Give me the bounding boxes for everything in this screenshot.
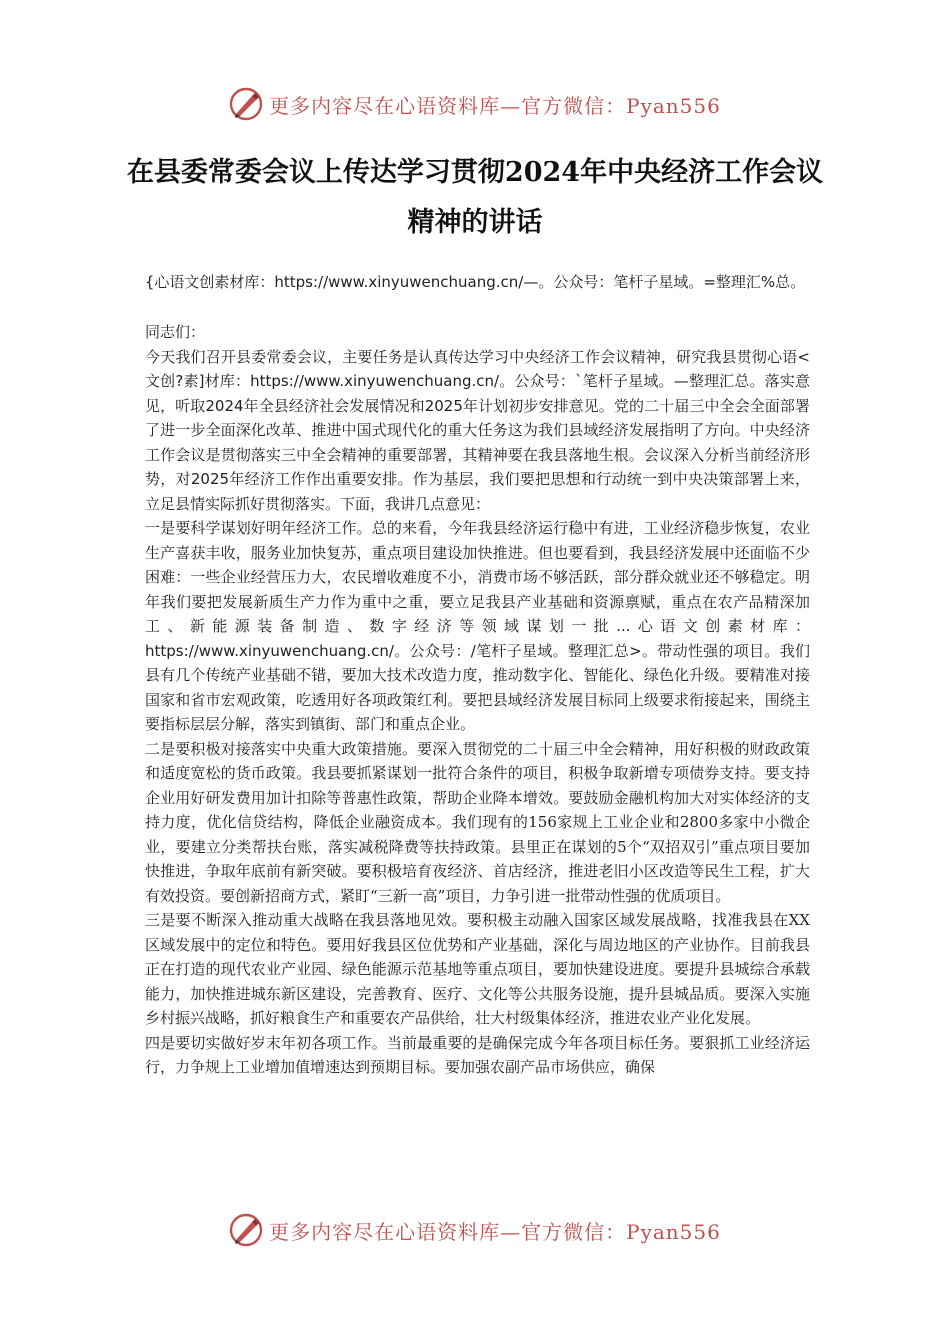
footer-banner: [0, 1210, 950, 1250]
salutation: 同志们：: [145, 323, 206, 341]
source-line: {心语文创素材库：https://www.xinyuwenchuang.cn/—。公众号：笔杆子星域。=整理汇%总。: [144, 273, 806, 291]
paragraph-point-1: 一是要科学谋划好明年经济工作。总的来看，今年我县经济运行稳中有进，工业经济稳步恢复，农业生产喜获丰收，服务业加快复苏，重点项目建设加快推进。但也要看到，我县经济发展中还面临不少困难：一些企业经营压力大，农民增收难度不小，消费市场不够活跃，部分群众就业还不够稳定。明年我们要把发展新质生产力作为重中之重，要立足我县产业基础和资源禀赋，重点在农产品精深加工、新能源装备制造、数字经济等领域谋划一批...心语文创素材库：https://www.xinyuwenchuang.cn/。公众号：/笔杆子星域。整理汇总>。带动性强的项目。我们县有几个传统产业基础不错，要加大技术改造力度，推动数字化、智能化、绿色化升级。要精准对接国家和省市宏观政策，吃透用好各项政策红利。要把县域经济发展目标同上级要求衔接起来，围绕主要指标层层分解，落实到镇街、部门和重点企业。: [145, 519, 810, 733]
pen-logo-icon: [229, 1213, 263, 1247]
paragraph-point-4: 四是要切实做好岁末年初各项工作。当前最重要的是确保完成今年各项目标任务。要狠抓工业经济运行，力争规上工业增加值增速达到预期目标。要加强农副产品市场供应，确保: [145, 1033, 810, 1076]
header-banner: [0, 84, 950, 124]
header-banner-text: 更多内容尽在心语资料库—官方微信：Pyan556: [269, 93, 721, 118]
footer-banner-text: 更多内容尽在心语资料库—官方微信：Pyan556: [269, 1219, 721, 1244]
paragraph-point-2: 二是要积极对接落实中央重大政策措施。要深入贯彻党的二十届三中全会精神，用好积极的财政政策和适度宽松的货币政策。我县要抓紧谋划一批符合条件的项目，积极争取新增专项债券支持。要支持企业用好研发费用加计扣除等普惠性政策，帮助企业降本增效。要鼓励金融机构加大对实体经济的支持力度，优化信贷结构，降低企业融资成本。我们现有的156家规上工业企业和2800多家中小微企业，要建立分类帮扶台账，落实减税降费等扶持政策。县里正在谋划的5个“双招双引”重点项目要加快推进，争取年底前有新突破。要积极培育夜经济、首店经济，推进老旧小区改造等民生工程，扩大有效投资。要创新招商方式，紧盯“三新一高”项目，力争引进一批带动性强的优质项目。: [145, 739, 810, 905]
page-title: 在县委常委会议上传达学习贯彻2024年中央经济工作会议精神的讲话: [126, 157, 824, 238]
paragraph-point-3: 三是要不断深入推动重大战略在我县落地见效。要积极主动融入国家区域发展战略，找准我县在XX区域发展中的定位和特色。要用好我县区位优势和产业基础，深化与周边地区的产业协作。目前我县正在打造的现代农业产业园、绿色能源示范基地等重点项目，要加快建设进度。要提升县城综合承载能力，加快推进城东新区建设，完善教育、医疗、文化等公共服务设施，提升县城品质。要深入实施乡村振兴战略，抓好粮食生产和重要农产品供给，壮大村级集体经济，推进农业产业化发展。: [145, 911, 810, 1027]
document-body: [145, 320, 810, 1080]
pen-logo-icon: [229, 87, 263, 121]
paragraph-intro: 今天我们召开县委常委会议，主要任务是认真传达学习中央经济工作会议精神，研究我县贯彻心语<文创?素]材库：https://www.xinyuwenchuang.cn/。公众号：`笔杆子星域。—整理汇总。落实意见，听取2024年全县经济社会发展情况和2025年计划初步安排意见。党的二十届三中全会全面部署了进一步全面深化改革、推进中国式现代化的重大任务这为我们县域经济发展指明了方向。中央经济工作会议是贯彻落实三中全会精神的重要部署，其精神要在我县落地生根。会议深入分析当前经济形势，对2025年经济工作作出重要安排。作为基层，我们要把思想和行动统一到中央决策部署上来，立足县情实际抓好贯彻落实。下面，我讲几点意见：: [145, 347, 810, 513]
